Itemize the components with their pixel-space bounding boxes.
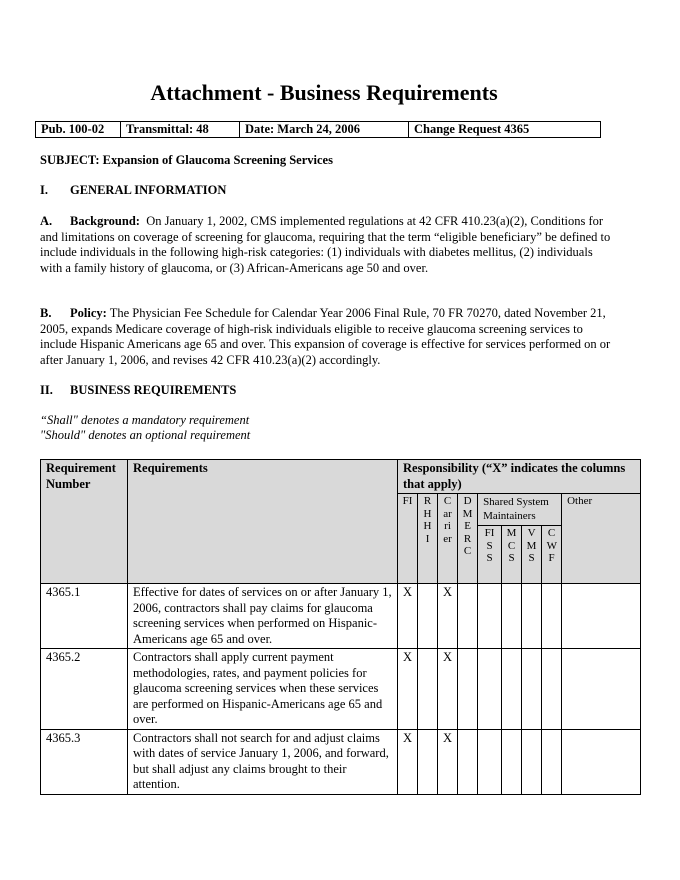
section-general-information	[40, 183, 615, 199]
cell-fi: X	[398, 649, 418, 730]
header-dmerc: DMERC	[458, 494, 478, 584]
note-shall: “Shall" denotes a mandatory requirement	[40, 413, 250, 427]
requirement-text: Contractors shall apply current payment methodologies, rates, and payment policies for glaucoma screening services when these services are performed on Hispanic-Americans age 65 and over.	[128, 649, 398, 730]
cell-fi: X	[398, 584, 418, 649]
cell-fi: X	[398, 729, 418, 794]
table-row	[41, 584, 641, 649]
cell-other	[562, 584, 641, 649]
requirement-number: 4365.1	[41, 584, 128, 649]
header-responsibility: Responsibility (“X” indicates the columns that apply)	[398, 460, 641, 494]
cell-fiss	[478, 729, 502, 794]
cell-mcs	[502, 729, 522, 794]
cell-dmerc	[458, 729, 478, 794]
paragraph-heading: Policy:	[70, 306, 107, 320]
cell-rhhi	[418, 729, 438, 794]
paragraph-label: B.	[40, 306, 52, 320]
header-requirements: Requirements	[128, 460, 398, 584]
paragraph-background	[40, 214, 615, 276]
cell-dmerc	[458, 649, 478, 730]
requirement-number: 4365.2	[41, 649, 128, 730]
cell-vms	[522, 584, 542, 649]
section-business-requirements	[40, 383, 615, 399]
cell-mcs	[502, 649, 522, 730]
transmittal: Transmittal: 48	[121, 122, 240, 138]
cell-carrier: X	[438, 584, 458, 649]
document-header-table	[35, 121, 601, 138]
paragraph-label: A.	[40, 214, 53, 228]
header-mcs: MCS	[502, 526, 522, 584]
cell-vms	[522, 729, 542, 794]
section-title: BUSINESS REQUIREMENTS	[70, 383, 237, 397]
section-number: I.	[40, 183, 48, 197]
table-row	[41, 649, 641, 730]
date: Date: March 24, 2006	[240, 122, 409, 138]
header-requirement-number: Requirement Number	[41, 460, 128, 584]
cell-fiss	[478, 649, 502, 730]
requirement-text: Effective for dates of services on or after January 1, 2006, contractors shall pay claims for glaucoma screening services when performed on Hispanic-Americans age 65 and over.	[128, 584, 398, 649]
cell-rhhi	[418, 649, 438, 730]
cell-other	[562, 729, 641, 794]
cell-cwf	[542, 729, 562, 794]
requirements-table	[40, 459, 641, 795]
change-request: Change Request 4365	[409, 122, 601, 138]
header-rhhi: RHHI	[418, 494, 438, 584]
header-cwf: CWF	[542, 526, 562, 584]
cell-carrier: X	[438, 729, 458, 794]
cell-cwf	[542, 584, 562, 649]
cell-fiss	[478, 584, 502, 649]
cell-dmerc	[458, 584, 478, 649]
cell-rhhi	[418, 584, 438, 649]
cell-cwf	[542, 649, 562, 730]
cell-other	[562, 649, 641, 730]
cell-carrier: X	[438, 649, 458, 730]
section-title: GENERAL INFORMATION	[70, 183, 227, 197]
cell-vms	[522, 649, 542, 730]
note-should: "Should" denotes an optional requirement	[40, 428, 251, 442]
cell-mcs	[502, 584, 522, 649]
header-carrier: Carrier	[438, 494, 458, 584]
paragraph-text: The Physician Fee Schedule for Calendar Year 2006 Final Rule, 70 FR 70270, dated November 21, 2005, expands Medicare coverage of high-risk individuals eligible to receive glaucoma screening services to include Hispanic Americans age 65 and over. This expansion of coverage is effective for services performed on or after January 1, 2006, and revises 42 CFR 410.23(a)(2) accordingly.	[40, 306, 611, 367]
header-vms: VMS	[522, 526, 542, 584]
section-number: II.	[40, 383, 53, 397]
requirement-text: Contractors shall not search for and adjust claims with dates of service January 1, 2006, and forward, but shall adjust any claims brought to their attention.	[128, 729, 398, 794]
header-fiss: FISS	[478, 526, 502, 584]
paragraph-text: On January 1, 2002, CMS implemented regulations at 42 CFR 410.23(a)(2), Conditions for and limitations on coverage of screening for glaucoma, requiring that the term “eligible beneficiary” be defined to include individuals in the following high-risk categories: (1) individuals with diabetes mellitus, (2) individuals with a family history of glaucoma, or (3) African-Americans age 50 and over.	[40, 214, 611, 275]
paragraph-heading: Background:	[70, 214, 140, 228]
header-fi: FI	[398, 494, 418, 584]
requirement-number: 4365.3	[41, 729, 128, 794]
header-other: Other	[562, 494, 641, 584]
subject-line: SUBJECT: Expansion of Glaucoma Screening Services	[40, 153, 333, 167]
header-shared-system-maintainers: Shared System Maintainers	[478, 494, 562, 526]
page-title: Attachment - Business Requirements	[150, 80, 498, 105]
pub-number: Pub. 100-02	[36, 122, 121, 138]
paragraph-policy	[40, 306, 615, 368]
table-row	[41, 729, 641, 794]
